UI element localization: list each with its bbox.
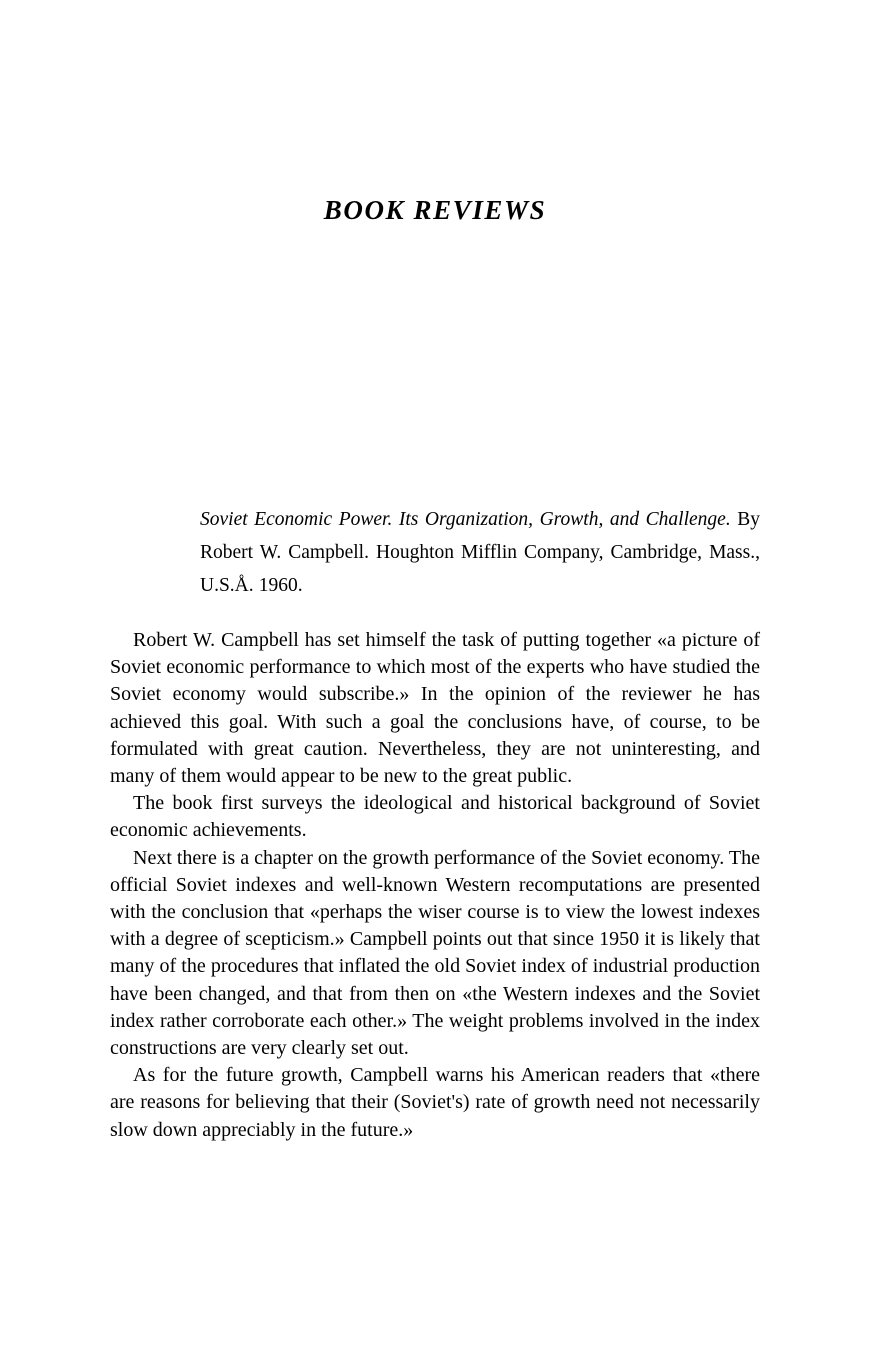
citation-publication-info: By Robert W. Campbell. Houghton Mifflin Company, Cambridge, Mass., U.S.Å. 1960. [200,509,760,596]
page-title: BOOK REVIEWS [323,195,547,226]
body-paragraph: The book first surveys the ideological and historical background of Soviet economic achievements. [110,792,760,842]
book-citation [200,503,760,602]
body-paragraph: Robert W. Campbell has set himself the task of putting together «a picture of Soviet economic performance to which most of the experts who have studied the Soviet economy would subscribe.» In the opinion of the reviewer he has achieved this goal. With such a goal the conclusions have, of course, to be formulated with great caution. Nevertheless, they are not uninteresting, and many of them would appear to be new to the great public. [110,629,760,788]
body-paragraph: Next there is a chapter on the growth performance of the Soviet economy. The official Soviet indexes and well-known Western recomputations are presented with the conclusion that «perhaps the wiser course is to view the lowest indexes with a degree of scepticism.» Campbell points out that since 1950 it is likely that many of the procedures that inflated the old Soviet index of industrial production have been changed, and that from then on «the Western indexes and the Soviet index rather corroborate each other.» The weight problems involved in the index constructions are very clearly set out. [110,846,761,1060]
citation-work-title: Soviet Economic Power. Its Organization, Growth, and Challenge. [200,509,731,530]
review-body [110,627,760,1144]
body-paragraph: As for the future growth, Campbell warns his American readers that «there are reasons for believing that their (Soviet's) rate of growth need not necessarily slow down appreciably in the future.» [110,1064,760,1141]
